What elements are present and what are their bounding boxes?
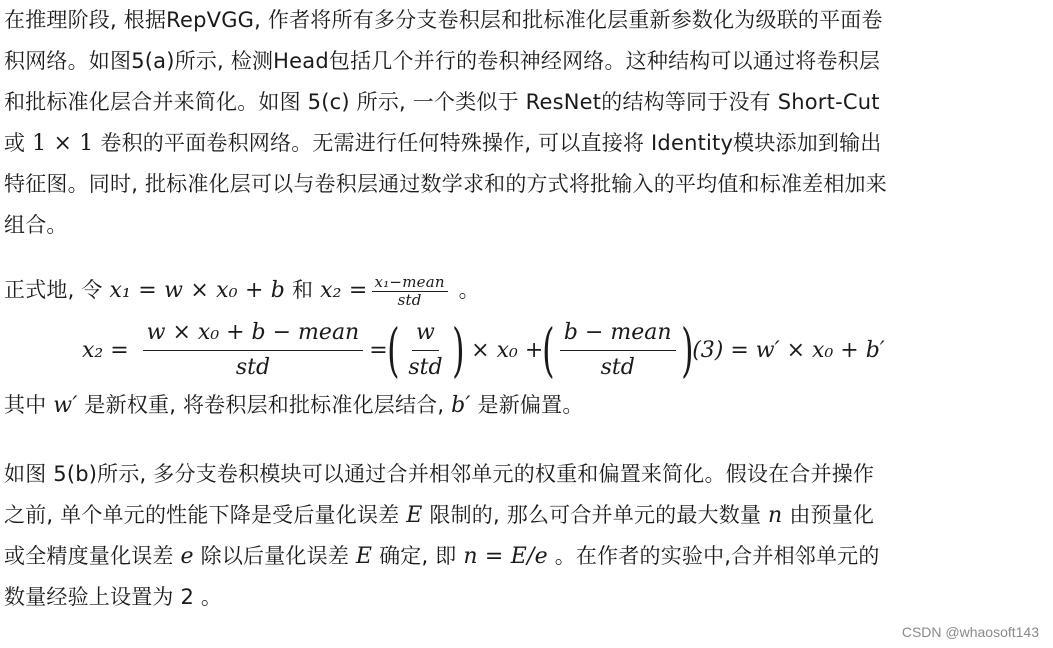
fraction-denominator: std [600,354,635,380]
text-segment: 其中 [4,393,47,417]
text-segment: 或全精度量化误差 [4,544,174,568]
fraction-numerator: w × x₀ + b − mean [143,320,364,351]
math-inline: 1 × 1 [32,131,94,156]
math-inline-E: E [355,544,373,569]
math-inline-eq1: x₁ = w × x₀ + b [109,278,286,303]
right-paren: ) [680,316,694,384]
text-segment: 是新偏置。 [477,393,584,417]
fraction-denominator: std [397,290,422,309]
equation-row [82,315,885,385]
text-segment: 除以后量化误差 [200,544,350,568]
math-inline-n: n [768,503,783,528]
equation-tail: (3) = w′ × x₀ + b′ [692,337,885,363]
equation-fraction-1 [143,320,364,381]
text-line: 积网络。如图5(a)所示, 检测Head包括几个并行的卷积神经网络。这种结构可以通过将卷积层 [4,49,881,73]
math-inline-n-eq: n = E/e [463,544,548,569]
text-segment: 或 [4,131,26,155]
math-inline-eq2-lhs: x₂ = [320,278,368,303]
fraction-numerator: b − mean [560,320,676,351]
text-line [4,536,1050,577]
text-line [4,270,1050,311]
text-segment: 确定, 即 [379,544,457,568]
text-segment: 。在作者的实验中,合并相邻单元的 [554,544,880,568]
equation-fraction-2 [404,320,446,381]
text-line: 如图 5(b)所示, 多分支卷积模块可以通过合并相邻单元的权重和偏置来简化。假设在合并操作 [4,462,875,486]
fraction-numerator: w [412,320,439,351]
paragraph-reparameterization [4,0,1050,246]
text-segment: 正式地, 令 [4,278,103,302]
csdn-watermark: CSDN @whaosoft143 [901,624,1039,640]
paragraph-gap [4,246,1050,270]
text-segment: 由预量化 [789,503,875,527]
paragraph-gap [4,426,1050,454]
text-segment: 是新权重, 将卷积层和批标准化层结合, [84,393,445,417]
equation-lhs: x₂ = [82,337,129,363]
paragraph-new-weights [4,385,1050,426]
text-line [4,123,1050,164]
text-line [4,495,1050,536]
text-line: 和批标准化层合并来简化。如图 5(c) 所示, 一个类似于 ResNet的结构等同于没有 Short-Cut [4,90,880,114]
text-segment: 和 [291,278,314,302]
text-segment: 限制的, 那么可合并单元的最大数量 [429,503,762,527]
math-inline-e: e [180,544,194,569]
fraction-numerator: x₁−mean [372,274,448,292]
paragraph-formal-definition [4,270,1050,311]
article-body [4,0,1050,618]
left-paren: ( [386,316,400,384]
math-inline-w-prime: w′ [53,393,78,418]
text-line: 组合。 [4,213,68,237]
text-line: 特征图。同时, 批标准化层可以与卷积层通过数学求和的方式将批输入的平均值和标准差相加来 [4,172,887,196]
math-inline-E: E [406,503,423,528]
text-segment: 卷积的平面卷积网络。无需进行任何特殊操作, 可以直接将 Identity模块添加到输出 [100,131,882,155]
text-segment: 。 [458,278,480,302]
display-equation-3 [4,311,1050,385]
text-line: 数量经验上设置为 2 。 [4,585,223,609]
text-segment: 之前, 单个单元的性能下降是受后量化误差 [4,503,400,527]
text-line [4,385,1050,426]
paragraph-multibranch [4,454,1050,618]
math-inline-fraction [372,274,448,309]
equation-term: × x₀ + [471,337,544,363]
fraction-denominator: std [235,354,271,380]
equals-sign: = [369,337,388,363]
right-paren: ) [451,316,465,384]
fraction-denominator: std [408,354,443,380]
text-line: 在推理阶段, 根据RepVGG, 作者将所有多分支卷积层和批标准化层重新参数化为级联的平面卷 [4,8,883,32]
left-paren: ( [542,316,555,384]
math-inline-b-prime: b′ [451,393,471,418]
equation-fraction-3 [560,320,676,381]
